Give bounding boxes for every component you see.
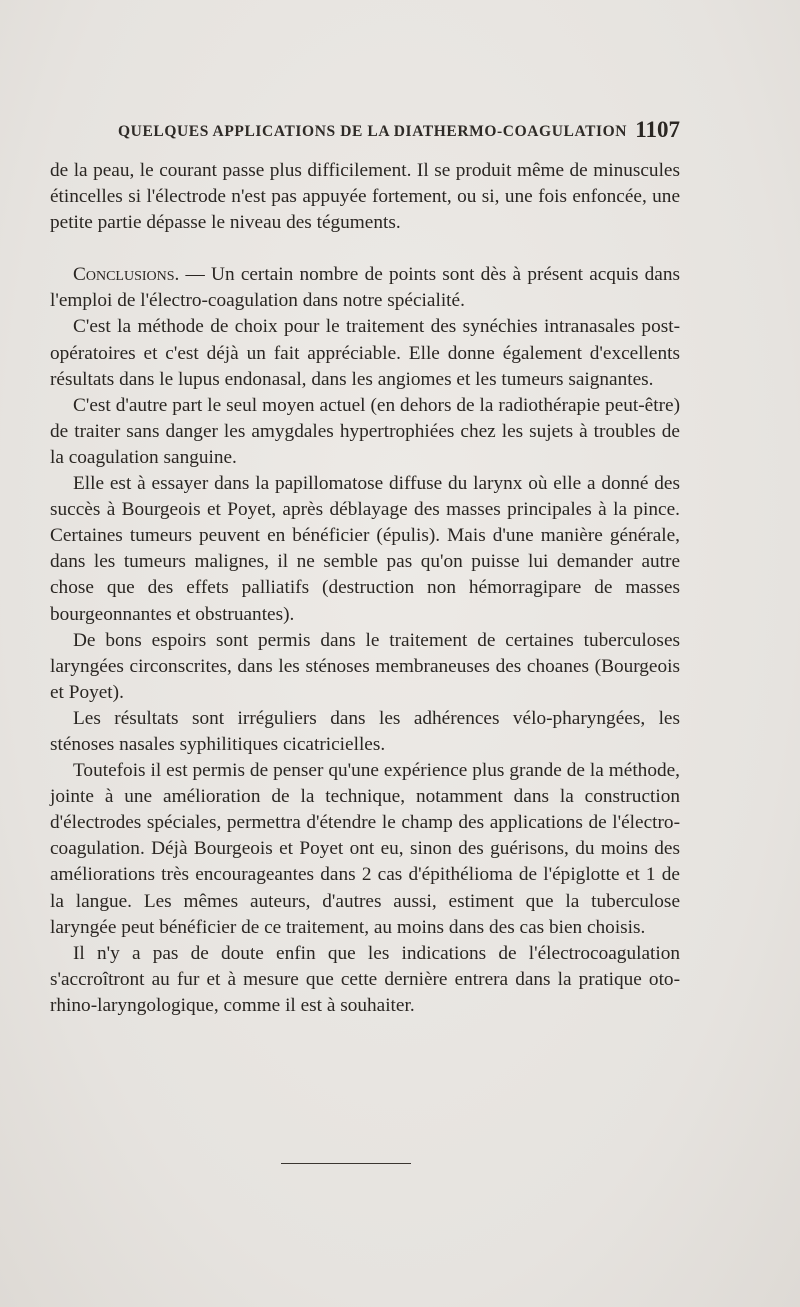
body-text (50, 158, 680, 1019)
paragraph-final: Il n'y a pas de doute enfin que les indications de l'électrocoagulation s'accroîtront au fur et à mesure que cette dernière entrera dans la pratique oto-rhino-laryngologique, comme il est à souhaiter. (50, 942, 680, 1016)
paragraph-continuation: de la peau, le courant passe plus difficilement. Il se produit même de minuscules étincelles si l'électrode n'est pas appuyée fortement, ou si, une fois enfoncée, une petite partie dépasse le niveau des téguments. (50, 160, 680, 234)
paragraph-tuberculoses: De bons espoirs sont permis dans le traitement de certaines tuberculoses laryngées circonscrites, dans les sténoses membraneuses des choanes (Bourgeois et Poyet). (50, 629, 680, 703)
paragraph-synechies: C'est la méthode de choix pour le traitement des synéchies intranasales post-opératoires et c'est déjà un fait appréciable. Elle donne également d'excellents résultats dans le lupus endonasal, dans les angiomes et les tumeurs saignantes. (50, 316, 680, 390)
paragraph-conclusions-intro (50, 262, 680, 314)
section-heading-conclusions: Conclusions. (73, 264, 180, 286)
paragraph-amygdales: C'est d'autre part le seul moyen actuel (en dehors de la radiothérapie peut-être) de traiter sans danger les amygdales hypertrophiées chez les sujets à troubles de la coagulation sanguine. (50, 394, 680, 468)
end-rule (281, 1163, 411, 1164)
paragraph-toutefois: Toutefois il est permis de penser qu'une expérience plus grande de la méthode, jointe à une amélioration de la technique, notamment dans la construction d'électrodes spéciales, permettra d'étendre le champ des applications de l'électro-coagulation. Déjà Bourgeois et Poyet ont eu, sinon des guérisons, du moins des améliorations très encourageantes dans 2 cas d'épithélioma de l'épiglotte et 1 de la langue. Les mêmes auteurs, d'autres aussi, estiment que la tuberculose laryngée peut bénéficier de ce traitement, au moins dans des cas bien choisis. (50, 760, 680, 938)
paragraph-conclusions-text: Un certain nombre de points sont dès à présent acquis dans l'emploi de l'électro-coagulation dans notre spécialité. (50, 264, 680, 312)
page-header (118, 119, 680, 147)
page-number: 1107 (635, 117, 680, 142)
paragraph-resultats: Les résultats sont irréguliers dans les adhérences vélo-pharyngées, les sténoses nasales syphilitiques cicatricielles. (50, 707, 680, 755)
running-title: QUELQUES APPLICATIONS DE LA DIATHERMO-COAGULATION (118, 123, 628, 140)
heading-dash: — (179, 264, 212, 286)
paragraph-papillomatose: Elle est à essayer dans la papillomatose diffuse du larynx où elle a donné des succès à Bourgeois et Poyet, après déblayage des masses principales à la pince. Certaines tumeurs peuvent en bénéficier (épulis). Mais d'une manière générale, dans les tumeurs malignes, il ne semble pas qu'on puisse lui demander autre chose que des effets palliatifs (destruction non hémorragipare de masses bourgeonnantes et obstruantes). (50, 473, 680, 625)
